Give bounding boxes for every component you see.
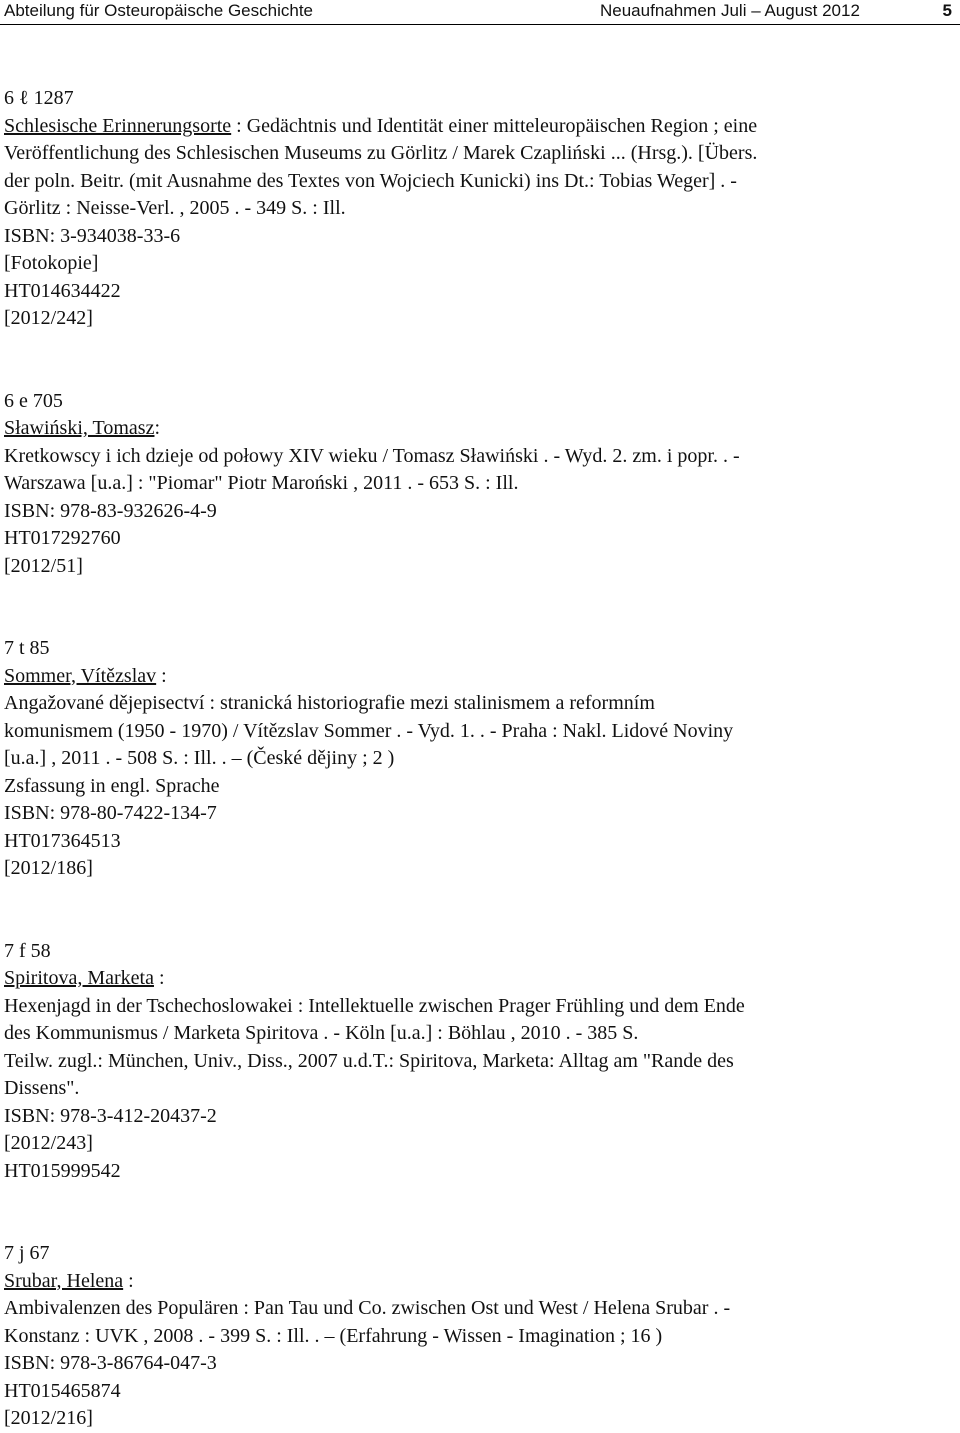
accession-number: [2012/186] xyxy=(4,857,93,879)
note: Dissens". xyxy=(4,1077,80,1099)
title-line: Angažované dějepisectví : stranická historiografie mezi stalinismem a reformním xyxy=(4,692,655,714)
imprint-line: Görlitz : Neisse-Verl. , 2005 . - 349 S. : Ill. xyxy=(4,197,346,219)
isbn: ISBN: 978-3-412-20437-2 xyxy=(4,1104,217,1127)
catalog-entry xyxy=(4,938,956,1186)
author-name: Spiritova, Marketa xyxy=(4,967,154,989)
shelf-mark: 7 j 67 xyxy=(4,1242,50,1264)
title-continuation: : Gedächtnis und Identität einer mitteleuropäischen Region ; eine xyxy=(231,114,758,137)
shelf-mark: 6 ℓ 1287 xyxy=(4,87,74,109)
record-id: HT017292760 xyxy=(4,527,121,549)
page-number: 5 xyxy=(942,1,952,20)
imprint-line: Konstanz : UVK , 2008 . - 399 S. : Ill. . – (Erfahrung - Wissen - Imagination ; 16 ) xyxy=(4,1324,663,1347)
description-line: der poln. Beitr. (mit Ausnahme des Textes von Wojciech Kunicki) ins Dt.: Tobias Weger] . - xyxy=(4,169,737,192)
author-separator: : xyxy=(123,1269,134,1292)
author-line xyxy=(4,965,956,993)
author-name: Srubar, Helena xyxy=(4,1269,124,1292)
accession-number: [2012/51] xyxy=(4,554,83,577)
isbn: ISBN: 978-3-86764-047-3 xyxy=(4,1352,217,1374)
title-line: Kretkowscy i ich dzieje od połowy XIV wieku / Tomasz Sławiński . - Wyd. 2. zm. i popr. . - xyxy=(4,444,740,467)
isbn: ISBN: 978-80-7422-134-7 xyxy=(4,802,217,824)
record-id: HT017364513 xyxy=(4,829,121,852)
note: Zsfassung in engl. Sprache xyxy=(4,774,220,797)
note: [Fotokopie] xyxy=(4,252,99,274)
author-line xyxy=(4,663,956,691)
accession-number: [2012/216] xyxy=(4,1407,93,1429)
accession-number: [2012/242] xyxy=(4,307,93,329)
catalog-entry xyxy=(4,635,956,883)
department-title: Abteilung für Osteuropäische Geschichte xyxy=(4,1,314,20)
entry-heading: Schlesische Erinnerungsorte xyxy=(4,114,232,137)
note: Teilw. zugl.: München, Univ., Diss., 2007 u.d.T.: Spiritova, Marketa: Alltag am "Rande des xyxy=(4,1049,734,1072)
title-line: komunismem (1950 - 1970) / Vítězslav Sommer . - Vyd. 1. . - Praha : Nakl. Lidové Noviny xyxy=(4,719,734,742)
author-name: Sławiński, Tomasz xyxy=(4,417,155,439)
shelf-mark: 7 f 58 xyxy=(4,939,51,962)
catalog-entry xyxy=(4,388,956,581)
shelf-mark: 7 t 85 xyxy=(4,637,50,659)
record-id: HT015999542 xyxy=(4,1159,121,1182)
author-name: Sommer, Vítězslav xyxy=(4,664,157,687)
catalog-entry xyxy=(4,85,956,333)
author-line xyxy=(4,415,956,443)
header-rule xyxy=(0,24,960,25)
accession-number: [2012/243] xyxy=(4,1132,93,1154)
record-id: HT014634422 xyxy=(4,279,121,302)
page-header xyxy=(0,0,960,24)
author-separator: : xyxy=(153,967,165,989)
imprint-line: Warszawa [u.a.] : "Piomar" Piotr Maroński , 2011 . - 653 S. : Ill. xyxy=(4,472,519,494)
imprint-line: [u.a.] , 2011 . - 508 S. : Ill. . – (České dějiny ; 2 ) xyxy=(4,747,395,769)
imprint-line: des Kommunismus / Marketa Spiritova . - Köln [u.a.] : Böhlau , 2010 . - 385 S. xyxy=(4,1022,639,1044)
catalog-entry xyxy=(4,1240,956,1433)
author-line xyxy=(4,1268,956,1296)
entry-title-line xyxy=(4,113,956,141)
title-line: Ambivalenzen des Populären : Pan Tau und Co. zwischen Ost und West / Helena Srubar . - xyxy=(4,1297,731,1319)
isbn: ISBN: 978-83-932626-4-9 xyxy=(4,499,217,522)
description-line: Veröffentlichung des Schlesischen Museums zu Görlitz / Marek Czapliński ... (Hrsg.). [Übers. xyxy=(4,142,758,164)
catalog-entries xyxy=(4,85,956,1433)
record-id: HT015465874 xyxy=(4,1379,121,1402)
author-separator: : xyxy=(154,417,161,439)
shelf-mark: 6 e 705 xyxy=(4,389,63,412)
isbn: ISBN: 3-934038-33-6 xyxy=(4,224,181,247)
title-line: Hexenjagd in der Tschechoslowakei : Intellektuelle zwischen Prager Frühling und dem Ende xyxy=(4,994,745,1017)
author-separator: : xyxy=(156,664,167,687)
acquisitions-period: Neuaufnahmen Juli – August 2012 xyxy=(600,1,860,20)
